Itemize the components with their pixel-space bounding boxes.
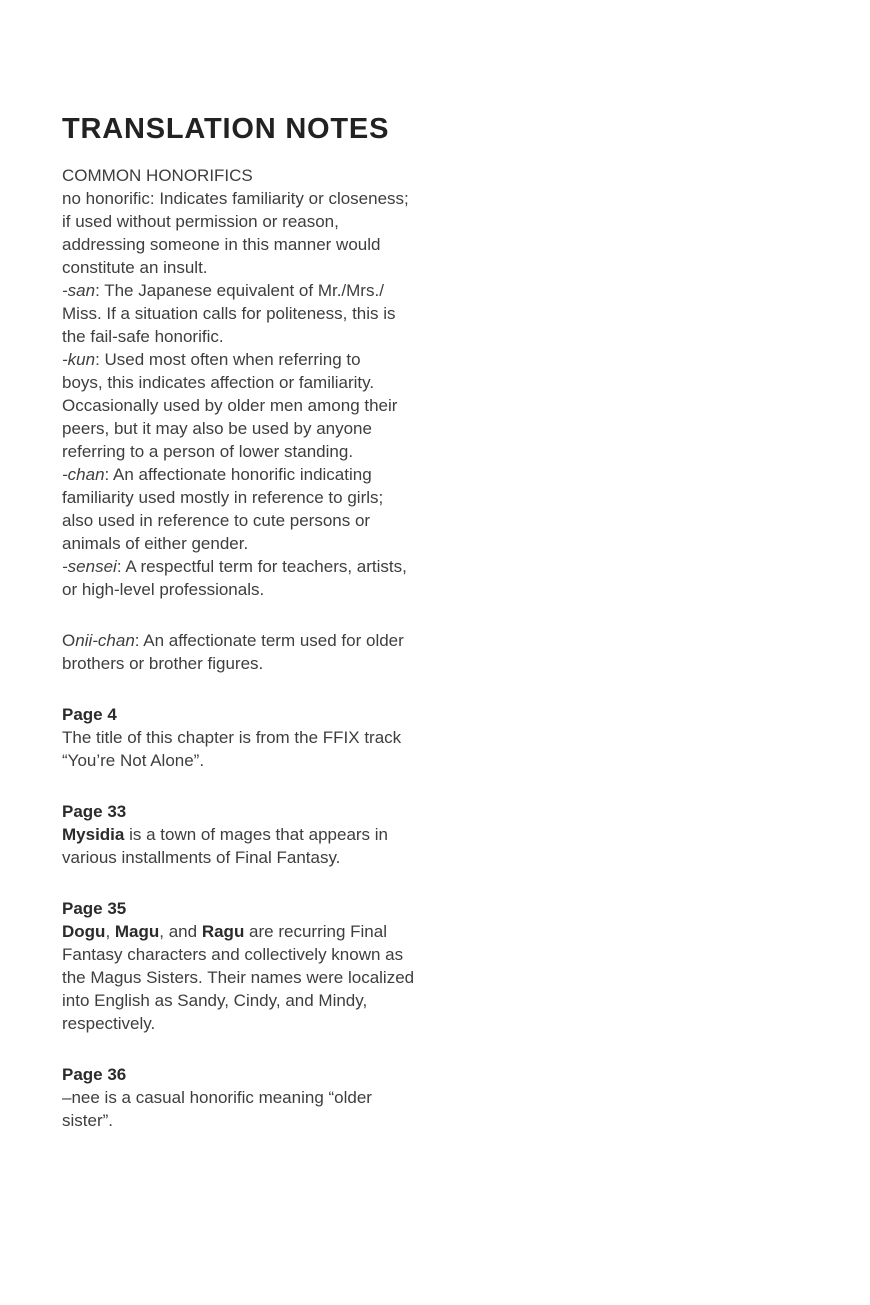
text-line bbox=[62, 1086, 462, 1109]
page-4-note bbox=[62, 703, 462, 772]
text-segment: brothers or brother figures. bbox=[62, 654, 264, 673]
bold-text-segment: Mysidia bbox=[62, 825, 125, 844]
onii-chan-block bbox=[62, 629, 462, 675]
bold-text-segment: Dogu bbox=[62, 922, 106, 941]
text-segment: boys, this indicates affection or familiarity. bbox=[62, 373, 375, 392]
text-line bbox=[62, 486, 462, 509]
text-line bbox=[62, 463, 462, 486]
text-segment: The title of this chapter is from the FFIX track bbox=[62, 728, 402, 747]
italic-text-segment: nii-chan bbox=[75, 631, 135, 650]
text-line bbox=[62, 210, 462, 233]
text-line bbox=[62, 652, 462, 675]
text-line bbox=[62, 749, 462, 772]
bold-text-segment: Page 36 bbox=[62, 1065, 127, 1084]
text-line bbox=[62, 233, 462, 256]
text-segment: the fail-safe honorific. bbox=[62, 327, 224, 346]
text-line bbox=[62, 1012, 462, 1035]
text-line bbox=[62, 823, 462, 846]
text-segment: , bbox=[105, 922, 115, 941]
italic-text-segment: -chan bbox=[62, 465, 105, 484]
bold-text-segment: Page 33 bbox=[62, 802, 127, 821]
text-segment: Fantasy characters and collectively known as bbox=[62, 945, 404, 964]
text-segment: COMMON HONORIFICS bbox=[62, 166, 253, 185]
text-line bbox=[62, 187, 462, 210]
text-segment: : Used most often when referring to bbox=[95, 350, 361, 369]
text-segment: referring to a person of lower standing. bbox=[62, 442, 354, 461]
text-line bbox=[62, 629, 462, 652]
text-segment: : A respectful term for teachers, artists, bbox=[116, 557, 407, 576]
text-line bbox=[62, 726, 462, 749]
text-segment: are recurring Final bbox=[244, 922, 387, 941]
text-line bbox=[62, 966, 462, 989]
text-segment: constitute an insult. bbox=[62, 258, 208, 277]
text-segment: or high-level professionals. bbox=[62, 580, 265, 599]
text-line bbox=[62, 256, 462, 279]
text-line bbox=[62, 417, 462, 440]
text-line bbox=[62, 164, 462, 187]
page-title: TRANSLATION NOTES bbox=[62, 113, 390, 145]
bold-text-segment: Ragu bbox=[201, 922, 245, 941]
text-line bbox=[62, 578, 462, 601]
text-segment: the Magus Sisters. Their names were localized bbox=[62, 968, 415, 987]
page-36-note bbox=[62, 1063, 462, 1132]
bold-text-segment: Page 4 bbox=[62, 705, 117, 724]
text-segment: into English as Sandy, Cindy, and Mindy, bbox=[62, 991, 368, 1010]
text-segment: addressing someone in this manner would bbox=[62, 235, 381, 254]
text-line bbox=[62, 325, 462, 348]
text-line bbox=[62, 800, 462, 823]
text-segment: also used in reference to cute persons or bbox=[62, 511, 371, 530]
text-line bbox=[62, 989, 462, 1012]
text-line bbox=[62, 509, 462, 532]
text-segment: no honorific: Indicates familiarity or closeness; bbox=[62, 189, 409, 208]
text-segment: peers, but it may also be used by anyone bbox=[62, 419, 372, 438]
text-line bbox=[62, 897, 462, 920]
text-segment: : The Japanese equivalent of Mr./Mrs./ bbox=[95, 281, 384, 300]
text-segment: “You’re Not Alone”. bbox=[62, 751, 205, 770]
italic-text-segment: -san bbox=[62, 281, 96, 300]
text-segment: : An affectionate term used for older bbox=[134, 631, 404, 650]
text-segment: Occasionally used by older men among their bbox=[62, 396, 398, 415]
text-segment: is a town of mages that appears in bbox=[124, 825, 389, 844]
text-line bbox=[62, 1109, 462, 1132]
page-33-note bbox=[62, 800, 462, 869]
text-line bbox=[62, 846, 462, 869]
text-segment: familiarity used mostly in reference to girls; bbox=[62, 488, 384, 507]
text-segment: sister”. bbox=[62, 1111, 113, 1130]
text-line bbox=[62, 394, 462, 417]
text-line bbox=[62, 703, 462, 726]
bold-text-segment: Page 35 bbox=[62, 899, 127, 918]
text-segment: various installments of Final Fantasy. bbox=[62, 848, 341, 867]
text-segment: Miss. If a situation calls for politeness, this is bbox=[62, 304, 396, 323]
italic-text-segment: -sensei bbox=[62, 557, 117, 576]
text-line bbox=[62, 371, 462, 394]
text-segment: respectively. bbox=[62, 1014, 156, 1033]
page-35-note bbox=[62, 897, 462, 1035]
text-line bbox=[62, 440, 462, 463]
text-segment: if used without permission or reason, bbox=[62, 212, 339, 231]
text-segment: –nee is a casual honorific meaning “older bbox=[62, 1088, 372, 1107]
page-content bbox=[62, 112, 462, 1132]
italic-text-segment: -kun bbox=[62, 350, 96, 369]
text-line bbox=[62, 920, 462, 943]
text-line bbox=[62, 1063, 462, 1086]
text-line bbox=[62, 943, 462, 966]
text-line bbox=[62, 348, 462, 371]
text-segment: : An affectionate honorific indicating bbox=[104, 465, 372, 484]
text-line bbox=[62, 279, 462, 302]
text-segment: animals of either gender. bbox=[62, 534, 249, 553]
text-segment: , and bbox=[159, 922, 202, 941]
text-line bbox=[62, 302, 462, 325]
common-honorifics-block bbox=[62, 164, 462, 601]
bold-text-segment: Magu bbox=[114, 922, 160, 941]
text-line bbox=[62, 532, 462, 555]
text-line bbox=[62, 555, 462, 578]
notes-blocks bbox=[62, 164, 462, 1132]
text-segment: O bbox=[62, 631, 76, 650]
